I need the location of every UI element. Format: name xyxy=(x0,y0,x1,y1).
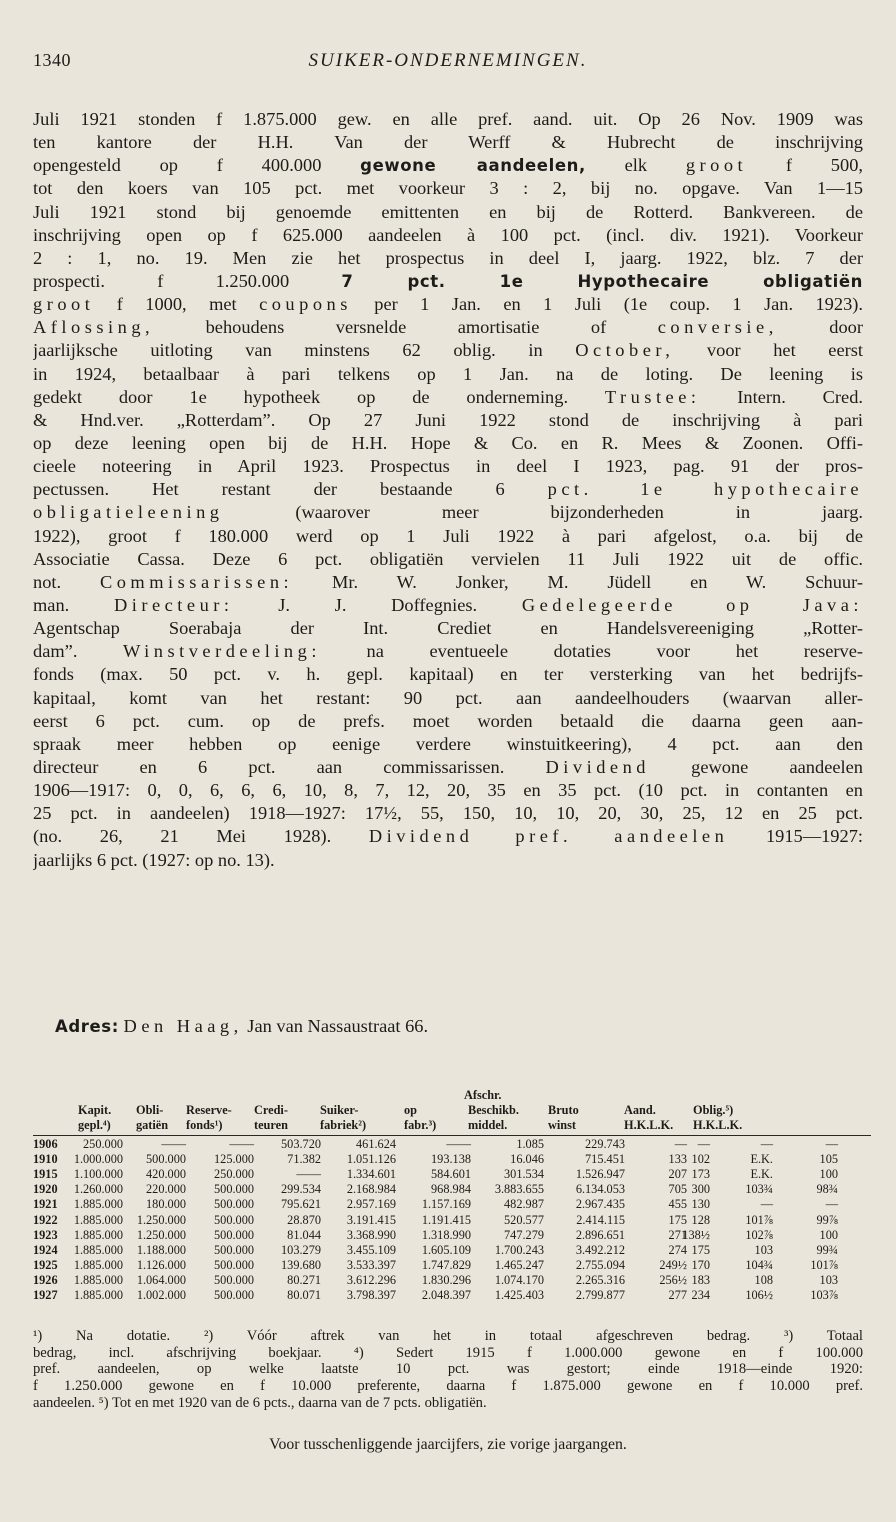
table-cell: 2.957.169 xyxy=(346,1197,396,1212)
table-cell: 103¾ xyxy=(745,1182,773,1197)
table-cell: 455 xyxy=(668,1197,687,1212)
year-cell: 1927 xyxy=(33,1288,58,1303)
footnote-line: f 1.250.000 gewone en f 10.000 preferente, daarna f 1.875.000 gewone en f 10.000 pref. xyxy=(33,1378,863,1395)
table-cell: 173 xyxy=(691,1166,710,1181)
table-cell: 503.720 xyxy=(281,1136,321,1151)
table-cell: 1.334.601 xyxy=(346,1166,396,1181)
table-cell: 128 xyxy=(691,1212,710,1227)
text-run: (waarover meer bijzonderheden in jaarg. xyxy=(223,502,863,523)
text-run: Agentschap Soerabaja der Int. Crediet en Handelsvereeniging „Rotter- xyxy=(33,618,863,639)
spaced-run: Gedelegeerde op Java: xyxy=(521,594,863,615)
table-cell: — xyxy=(697,1136,710,1151)
table-cell: 105 xyxy=(819,1151,838,1166)
table-cell: 2.265.316 xyxy=(575,1273,625,1288)
table-header-cell: winst xyxy=(548,1118,577,1133)
table-cell: 100 xyxy=(819,1227,838,1242)
footnote-line: aandeelen. ⁵) Tot en met 1920 van de 6 pcts., daarna van de 7 pcts. obligatiën. xyxy=(33,1394,487,1411)
table-header-rule xyxy=(33,1135,871,1136)
footnote-line: bedrag, incl. afschrijving boekjaar. ⁴) Sedert 1915 f 1.000.000 gewone en f 100.000 xyxy=(33,1344,863,1361)
table-cell: 71.382 xyxy=(287,1151,321,1166)
table-cell: 16.046 xyxy=(510,1151,544,1166)
text-run: kapitaal, komt van het restant: 90 pct. aan aandeelhouders (waarvan aller- xyxy=(33,687,863,708)
table-cell: 106½ xyxy=(745,1288,773,1303)
table-header-cell: Obli- xyxy=(136,1103,164,1118)
page-number: 1340 xyxy=(33,50,71,70)
table-cell: 500.000 xyxy=(146,1151,186,1166)
financial-table xyxy=(33,1088,871,1304)
text-run: directeur en 6 pct. aan commissarissen. xyxy=(33,756,546,777)
table-cell: 482.987 xyxy=(504,1197,544,1212)
table-header-cell: Reserve- xyxy=(186,1103,232,1118)
table-cell: 103.279 xyxy=(281,1242,321,1257)
table-cell: E.K. xyxy=(750,1166,773,1181)
table-row xyxy=(33,1228,871,1243)
table-header-cell: Beschikb. xyxy=(468,1103,519,1118)
table-cell: 103 xyxy=(819,1273,838,1288)
text-run: & Hnd.ver. „Rotterdam”. Op 27 Juni 1922 stond de inschrijving à pari xyxy=(33,409,863,430)
body-text xyxy=(33,108,863,872)
table-cell: 2.755.094 xyxy=(575,1258,625,1273)
table-cell: 193.138 xyxy=(431,1151,471,1166)
table-header-cell: Afschr. xyxy=(464,1088,502,1102)
footnote-line: pref. aandeelen, op welke laatste 10 pct. was gestort; einde 1918—einde 1920: xyxy=(33,1361,863,1378)
table-cell: 250.000 xyxy=(83,1136,123,1151)
table-cell: 1.425.403 xyxy=(494,1288,544,1303)
text-run: in 1924, betaalbaar à pari telkens op 1 Jan. na de loting. De leening is xyxy=(33,363,863,384)
table-cell: 1.830.296 xyxy=(421,1273,471,1288)
table-cell: 1.000.000 xyxy=(73,1151,123,1166)
table-cell: 99⅞ xyxy=(816,1212,838,1227)
table-cell: 101⅞ xyxy=(745,1212,773,1227)
text-run: ten kantore der H.H. Van der Werff & Hubrecht de inschrijving xyxy=(33,132,863,153)
text-line xyxy=(33,363,863,386)
table-cell: 1.074.170 xyxy=(494,1273,544,1288)
text-run: cieele noteering in April 1923. Prospectus in deel I 1923, pag. 91 der pros- xyxy=(33,456,863,477)
text-run: man. xyxy=(33,594,114,615)
year-cell: 1906 xyxy=(33,1136,58,1151)
table-body xyxy=(33,1137,871,1304)
table-cell: 133 xyxy=(668,1151,687,1166)
text-line xyxy=(33,478,863,501)
table-header-cell: middel. xyxy=(468,1118,508,1133)
table-cell: 220.000 xyxy=(146,1182,186,1197)
year-cell: 1922 xyxy=(33,1212,58,1227)
running-title: SUIKER-ONDERNEMINGEN. xyxy=(308,50,588,71)
text-line xyxy=(33,432,863,455)
table-cell: 968.984 xyxy=(431,1182,471,1197)
text-line xyxy=(33,849,863,872)
text-line xyxy=(33,386,863,409)
text-line xyxy=(33,710,863,733)
table-cell: 301.534 xyxy=(504,1166,544,1181)
text-line xyxy=(33,548,863,571)
table-cell: 1.064.000 xyxy=(136,1273,186,1288)
table-cell: —— xyxy=(161,1136,186,1151)
table-cell: 1.085 xyxy=(516,1136,544,1151)
text-line xyxy=(33,525,863,548)
table-cell: 183 xyxy=(691,1273,710,1288)
table-cell: 170 xyxy=(691,1258,710,1273)
text-run: f 500, xyxy=(747,155,863,176)
text-run: 1915—1927: xyxy=(728,826,863,847)
text-run: 1922), groot f 180.000 werd op 1 Juli 1922 à pari afgelost, o.a. bij de xyxy=(33,525,863,546)
table-cell: 3.612.296 xyxy=(346,1273,396,1288)
table-row xyxy=(33,1273,871,1288)
table-cell: 520.577 xyxy=(504,1212,544,1227)
table-cell: 249½ xyxy=(659,1258,687,1273)
table-cell: 1.126.000 xyxy=(136,1258,186,1273)
table-cell: 705 xyxy=(668,1182,687,1197)
table-header-cell: op xyxy=(404,1103,417,1118)
table-cell: 3.368.990 xyxy=(346,1227,396,1242)
table-cell: 138½ xyxy=(682,1227,710,1242)
text-run: f 1000, met xyxy=(94,294,260,315)
table-cell: 277 xyxy=(668,1288,687,1303)
year-cell: 1910 xyxy=(33,1151,58,1166)
table-row xyxy=(33,1243,871,1258)
text-run: tot den koers van 105 pct. met voorkeur 3 : 2, bij no. opgave. Van 1—15 xyxy=(33,178,863,199)
spaced-run: October, xyxy=(575,340,675,361)
text-run: eerst 6 pct. cum. op de prefs. moet worden betaald die daarna geen aan- xyxy=(33,710,863,731)
closing-note: Voor tusschenliggende jaarcijfers, zie vorige jaargangen. xyxy=(269,1436,627,1453)
table-cell: 250.000 xyxy=(214,1166,254,1181)
table-cell: 2.168.984 xyxy=(346,1182,396,1197)
text-run: (no. 26, 21 Mei 1928). xyxy=(33,826,369,847)
text-line xyxy=(33,756,863,779)
table-header-cell: Credi- xyxy=(254,1103,288,1118)
table-cell: 2.414.115 xyxy=(576,1212,625,1227)
table-cell: 3.191.415 xyxy=(346,1212,396,1227)
table-cell: 500.000 xyxy=(214,1242,254,1257)
address-street: Jan van Nassaustraat 66. xyxy=(247,1016,429,1036)
text-run: Intern. Cred. xyxy=(700,386,863,407)
text-run: Associatie Cassa. Deze 6 pct. obligatiën vervielen 11 Juli 1922 uit de offic. xyxy=(33,548,863,569)
spaced-run: Aflossing, xyxy=(33,317,155,338)
table-cell: 256½ xyxy=(659,1273,687,1288)
table-header-cell: teuren xyxy=(254,1118,288,1133)
table-cell: 584.601 xyxy=(431,1166,471,1181)
table-cell: 1.051.126 xyxy=(346,1151,396,1166)
table-cell: 1.188.000 xyxy=(136,1242,186,1257)
table-cell: 3.455.109 xyxy=(346,1242,396,1257)
spaced-run: coupons xyxy=(259,294,352,315)
table-cell: — xyxy=(825,1136,838,1151)
text-run: jaarlijksche uitloting van minstens 62 oblig. in xyxy=(33,340,576,361)
footnotes xyxy=(33,1328,863,1411)
table-cell: 461.624 xyxy=(356,1136,396,1151)
table-cell: 2.048.397 xyxy=(421,1288,471,1303)
table-cell: 3.883.655 xyxy=(494,1182,544,1197)
table-header-cell: Suiker- xyxy=(320,1103,359,1118)
text-run: jaarlijks 6 pct. (1927: op no. 13). xyxy=(33,849,275,870)
table-cell: — xyxy=(825,1197,838,1212)
text-line xyxy=(33,594,863,617)
table-cell: 1.260.000 xyxy=(73,1182,123,1197)
table-cell: 715.451 xyxy=(585,1151,625,1166)
page-header xyxy=(33,50,863,78)
text-run: Juli 1921 stond bij genoemde emittenten en bij de Rotterd. Bankvereen. de xyxy=(33,201,863,222)
table-header-cell: Kapit. xyxy=(78,1103,112,1118)
text-run: inschrijving open op f 625.000 aandeelen à 100 pct. (incl. div. 1921). Voorkeur xyxy=(33,224,863,245)
text-run: 25 pct. in aandeelen) 1918—1927: 17½, 55, 150, 10, 10, 20, 30, 25, 12 en 25 pct. xyxy=(33,803,863,824)
table-header-row xyxy=(33,1118,871,1133)
address-line xyxy=(55,1016,428,1037)
table-cell: 1.157.169 xyxy=(421,1197,471,1212)
table-cell: 1.885.000 xyxy=(73,1273,123,1288)
table-cell: 80.071 xyxy=(287,1288,321,1303)
table-cell: 1.465.247 xyxy=(494,1258,544,1273)
table-cell: 108 xyxy=(754,1273,773,1288)
table-cell: 1.885.000 xyxy=(73,1197,123,1212)
year-cell: 1926 xyxy=(33,1273,58,1288)
table-cell: 2.896.651 xyxy=(575,1227,625,1242)
table-header-top xyxy=(33,1088,871,1103)
text-line xyxy=(33,617,863,640)
text-run: door xyxy=(777,317,863,338)
table-row xyxy=(33,1258,871,1273)
table-cell: 500.000 xyxy=(214,1212,254,1227)
table-cell: 500.000 xyxy=(214,1273,254,1288)
table-header-cell: fonds¹) xyxy=(186,1118,223,1133)
text-run: voor het eerst xyxy=(674,340,863,361)
text-line xyxy=(33,339,863,362)
table-cell: 98¾ xyxy=(816,1182,838,1197)
table-cell: 1.605.109 xyxy=(421,1242,471,1257)
text-line xyxy=(33,802,863,825)
table-header-cell: Aand. xyxy=(624,1103,656,1118)
text-run: op deze leening open bij de H.H. Hope & Co. en R. Mees & Zoonen. Offi- xyxy=(33,432,863,453)
year-cell: 1915 xyxy=(33,1166,58,1181)
table-cell: 125.000 xyxy=(214,1151,254,1166)
table-cell: 103⅞ xyxy=(810,1288,838,1303)
table-cell: 1.002.000 xyxy=(136,1288,186,1303)
spaced-run: Directeur: xyxy=(113,594,234,615)
table-cell: 747.279 xyxy=(504,1227,544,1242)
text-run: gedekt door 1e hypotheek op de onderneming. xyxy=(33,386,605,407)
text-run: 2 : 1, no. 19. Men zie het prospectus in deel I, jaarg. 1922, blz. 7 der xyxy=(33,247,863,268)
address-place: Den Haag, xyxy=(123,1016,243,1036)
text-line xyxy=(33,663,863,686)
table-row xyxy=(33,1213,871,1228)
table-cell: 274 xyxy=(668,1242,687,1257)
table-cell: 500.000 xyxy=(214,1288,254,1303)
text-run: elk xyxy=(585,155,686,176)
table-cell: 3.533.397 xyxy=(346,1258,396,1273)
text-line xyxy=(33,455,863,478)
spaced-run: obligatieleening xyxy=(33,502,224,523)
table-cell: 500.000 xyxy=(214,1258,254,1273)
table-cell: 175 xyxy=(668,1212,687,1227)
spaced-run: conversie, xyxy=(657,317,778,338)
table-cell: 1.885.000 xyxy=(73,1212,123,1227)
table-cell: 28.870 xyxy=(287,1212,321,1227)
table-cell: 100 xyxy=(819,1166,838,1181)
text-line xyxy=(33,687,863,710)
table-row xyxy=(33,1197,871,1212)
table-header-cell: fabriek²) xyxy=(320,1118,367,1133)
table-cell: 500.000 xyxy=(214,1197,254,1212)
text-line xyxy=(33,640,863,663)
table-cell: 130 xyxy=(691,1197,710,1212)
text-line xyxy=(33,571,863,594)
table-row xyxy=(33,1182,871,1197)
year-cell: 1920 xyxy=(33,1182,58,1197)
text-run: pectussen. Het restant der bestaande 6 xyxy=(33,479,548,500)
table-cell: 500.000 xyxy=(214,1182,254,1197)
text-run: per 1 Jan. en 1 Juli (1e coup. 1 Jan. 1923). xyxy=(351,294,863,315)
text-run: J. J. Doffegnies. xyxy=(233,594,522,615)
table-header-cell: gepl.⁴) xyxy=(78,1118,111,1133)
table-row xyxy=(33,1288,871,1303)
table-cell: 99¾ xyxy=(816,1242,838,1257)
table-cell: 104¾ xyxy=(745,1258,773,1273)
table-cell: — xyxy=(760,1197,773,1212)
text-run: 1906—1917: 0, 0, 6, 6, 6, 10, 8, 7, 12, 20, 35 en 35 pct. (10 pct. in contanten en xyxy=(33,780,863,801)
footnote-line: ¹) Na dotatie. ²) Vóór aftrek van het in totaal afgeschreven bedrag. ³) Totaal xyxy=(33,1328,863,1344)
year-cell: 1921 xyxy=(33,1197,58,1212)
table-cell: 103 xyxy=(754,1242,773,1257)
text-line xyxy=(33,293,863,316)
spaced-run: Commissarissen: xyxy=(99,571,294,592)
table-cell: 299.534 xyxy=(281,1182,321,1197)
table-header-cell: Bruto xyxy=(548,1103,579,1118)
table-cell: 1.100.000 xyxy=(73,1166,123,1181)
text-run: gewone aandeelen xyxy=(649,756,863,777)
table-header-cell: H.K.L.K. xyxy=(624,1118,674,1133)
text-run: not. xyxy=(33,571,100,592)
bold-run: gewone aandeelen, xyxy=(360,156,586,176)
table-header-cell: H.K.L.K. xyxy=(693,1118,743,1133)
table-row xyxy=(33,1167,871,1182)
text-line xyxy=(33,131,863,154)
text-run: dam”. xyxy=(33,641,124,662)
text-line xyxy=(33,733,863,756)
table-cell: 102⅞ xyxy=(745,1227,773,1242)
table-cell: — xyxy=(674,1136,687,1151)
text-line xyxy=(33,177,863,200)
text-line xyxy=(33,409,863,432)
table-header-cell: gatiën xyxy=(136,1118,169,1133)
text-line xyxy=(33,825,863,848)
text-run: na eventueele dotaties voor het reserve- xyxy=(320,641,863,662)
text-run: behoudens versnelde amortisatie of xyxy=(154,317,658,338)
text-line xyxy=(33,316,863,339)
table-cell: 271 xyxy=(668,1227,687,1242)
text-line xyxy=(33,108,863,131)
table-cell: 1.250.000 xyxy=(136,1212,186,1227)
table-cell: — xyxy=(760,1136,773,1151)
table-cell: 500.000 xyxy=(214,1227,254,1242)
table-cell: 3.798.397 xyxy=(346,1288,396,1303)
year-cell: 1924 xyxy=(33,1242,58,1257)
spaced-run: Dividend pref. aandeelen xyxy=(368,826,729,847)
table-cell: 139.680 xyxy=(281,1258,321,1273)
table-cell: 175 xyxy=(691,1242,710,1257)
table-cell: E.K. xyxy=(750,1151,773,1166)
table-cell: 3.492.212 xyxy=(575,1242,625,1257)
table-cell: —— xyxy=(229,1136,254,1151)
table-cell: 1.318.990 xyxy=(421,1227,471,1242)
table-cell: 2.967.435 xyxy=(575,1197,625,1212)
table-cell: 1.885.000 xyxy=(73,1288,123,1303)
text-line xyxy=(33,201,863,224)
table-cell: 6.134.053 xyxy=(575,1182,625,1197)
spaced-run: pct. 1e hypothecaire xyxy=(547,479,863,500)
table-header-cell: Oblig.⁵) xyxy=(693,1103,734,1118)
table-cell: 80.271 xyxy=(287,1273,321,1288)
address-label: Adres: xyxy=(55,1017,119,1036)
table-cell: 180.000 xyxy=(146,1197,186,1212)
table-header-cell: fabr.³) xyxy=(404,1118,437,1133)
table-cell: 1.747.829 xyxy=(421,1258,471,1273)
table-cell: 207 xyxy=(668,1166,687,1181)
table-cell: 420.000 xyxy=(146,1166,186,1181)
table-cell: —— xyxy=(446,1136,471,1151)
text-line xyxy=(33,779,863,802)
table-row xyxy=(33,1152,871,1167)
table-cell: 1.250.000 xyxy=(136,1227,186,1242)
text-run: Juli 1921 stonden f 1.875.000 gew. en alle pref. aand. uit. Op 26 Nov. 1909 was xyxy=(33,109,863,129)
table-cell: 1.191.415 xyxy=(421,1212,471,1227)
text-run: opengesteld op f 400.000 xyxy=(33,155,361,176)
table-cell: 1.526.947 xyxy=(575,1166,625,1181)
bold-run: 7 pct. 1e Hypothecaire obligatiën xyxy=(341,271,863,291)
table-header-row xyxy=(33,1103,871,1118)
text-line xyxy=(33,154,863,177)
spaced-run: groot xyxy=(33,294,95,315)
table-cell: 81.044 xyxy=(287,1227,321,1242)
spaced-run: Trustee: xyxy=(604,386,701,407)
text-run: prospecti. f 1.250.000 xyxy=(33,270,342,291)
text-run: fonds (max. 50 pct. v. h. gepl. kapitaal) en ter versterking van het bedrijfs- xyxy=(33,664,863,685)
spaced-run: Dividend xyxy=(545,756,650,777)
text-line xyxy=(33,270,863,293)
table-cell: 234 xyxy=(691,1288,710,1303)
year-cell: 1923 xyxy=(33,1227,58,1242)
table-cell: 2.799.877 xyxy=(575,1288,625,1303)
table-row xyxy=(33,1137,871,1152)
table-cell: 101⅞ xyxy=(810,1258,838,1273)
text-run: Mr. W. Jonker, M. Jüdell en W. Schuur- xyxy=(293,571,863,592)
text-line xyxy=(33,224,863,247)
table-cell: 795.621 xyxy=(281,1197,321,1212)
table-cell: —— xyxy=(296,1166,321,1181)
text-run: spraak meer hebben op eenige verdere winstuitkeering), 4 pct. aan den xyxy=(33,733,863,754)
spaced-run: groot xyxy=(685,155,748,176)
table-cell: 1.885.000 xyxy=(73,1242,123,1257)
text-line xyxy=(33,247,863,270)
table-cell: 102 xyxy=(691,1151,710,1166)
table-cell: 1.885.000 xyxy=(73,1227,123,1242)
table-cell: 300 xyxy=(691,1182,710,1197)
table-cell: 1.700.243 xyxy=(494,1242,544,1257)
table-cell: 1.885.000 xyxy=(73,1258,123,1273)
text-line xyxy=(33,501,863,524)
table-cell: 229.743 xyxy=(585,1136,625,1151)
year-cell: 1925 xyxy=(33,1258,58,1273)
spaced-run: Winstverdeeling: xyxy=(123,641,321,662)
